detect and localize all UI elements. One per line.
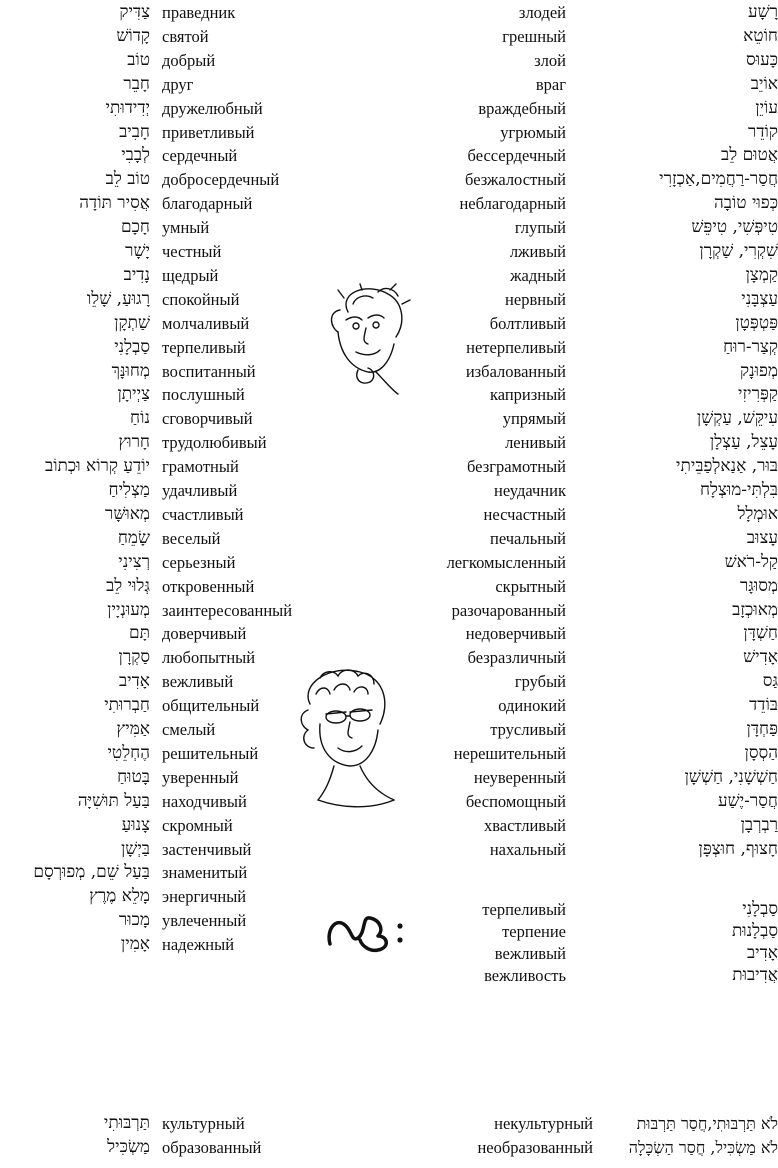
negative-trait-russian: грубый [514,672,566,692]
negative-trait-hebrew: עוֹיֵן [755,97,778,118]
positive-trait-row [0,814,360,837]
positive-trait-hebrew: מְאוּשָּׁר [104,503,150,524]
positive-trait-russian: умный [162,218,210,238]
negative-trait-hebrew: קַפְּרִיזִי [737,384,778,405]
positive-trait-hebrew: בַּעַל תּוּשִׁיָּה [77,790,150,811]
negative-trait-hebrew: בִּלְתִּי-מוּצְלָח [699,480,778,500]
positive-trait-russian: трудолюбивый [162,433,267,453]
positive-trait-hebrew: צָנוּעַ [121,814,150,835]
negative-trait-hebrew: עַצְבָּנִי [741,288,778,309]
nb-item-hebrew: אָדִיב [746,943,778,963]
positive-trait-row [0,216,360,239]
negative-trait-russian: бессердечный [467,146,566,166]
positive-trait-russian: щедрый [162,265,219,285]
negative-trait-hebrew: מְאוּכְזָב [732,599,778,620]
negative-trait-row [300,551,778,574]
positive-trait-russian: уверенный [162,767,239,787]
negative-trait-hebrew: מְסוּגָּר [739,575,778,596]
negative-trait-hebrew: חֲסַר-יֶשַׁע [718,790,778,811]
positive-trait-hebrew: מָכוּר [118,910,150,931]
negative-trait-russian: безразличный [467,648,566,668]
thinking-man-illustration [318,282,418,397]
positive-trait-hebrew: חַבְרוּתִי [104,695,150,716]
bottom-positive-hebrew: תַּרְבּוּתִי [103,1113,150,1133]
negative-trait-russian: несчастный [483,504,566,524]
positive-trait-row [0,240,360,263]
positive-trait-row [0,312,360,335]
negative-trait-hebrew: גַּס [762,671,778,692]
positive-trait-russian: скромный [162,815,233,835]
negative-trait-row [300,479,778,502]
nb-item-row [300,964,778,987]
negative-trait-russian: капризный [489,385,566,405]
positive-trait-hebrew: טוֹב לֵב [105,169,150,190]
negative-trait-hebrew: טִיפְּשִׁי, טִיפֵּשׁ [691,217,778,238]
negative-trait-hebrew: בּוֹדֵד [749,695,778,716]
bottom-negative-hebrew: לֹא תַּרְבּוּתִי,חֲסַר תַּרְבּוּת [636,1114,778,1133]
positive-trait-row [0,336,360,359]
positive-trait-russian: сговорчивый [162,409,253,429]
positive-trait-row [0,551,360,574]
nb-item-russian: вежливость [484,966,566,985]
positive-trait-russian: благодарный [162,194,253,214]
negative-trait-russian: враждебный [478,98,566,118]
negative-trait-hebrew: שִׁקְרִי, שַׁקְרָן [699,241,778,261]
positive-trait-hebrew: מַצְלִיחַ [108,480,150,500]
positive-trait-row [0,861,360,884]
negative-trait-hebrew: פַּחְדָּן [746,719,778,739]
positive-trait-row [0,1,360,24]
negative-trait-row [300,814,778,837]
bottom-positive-hebrew: מַשְׂכִּיל [107,1137,150,1157]
negative-trait-row [300,407,778,430]
negative-trait-hebrew: אוּמְלָל [737,503,778,524]
positive-trait-row [0,121,360,144]
positive-trait-hebrew: רְצִינִי [118,551,150,572]
positive-trait-hebrew: חָבִיב [119,121,150,142]
positive-trait-hebrew: מְחוּנָּךְ [111,360,150,381]
negative-trait-russian: скрытный [495,576,566,596]
positive-trait-row [0,49,360,72]
positive-trait-row [0,503,360,526]
positive-trait-russian: энергичный [162,887,247,907]
positive-trait-row [0,599,360,622]
positive-trait-russian: решительный [162,743,259,763]
positive-trait-hebrew: שַׁתְקָן [114,312,150,333]
negative-trait-russian: враг [535,74,566,94]
negative-trait-row [300,168,778,191]
positive-trait-row [0,73,360,96]
positive-trait-hebrew: אָמִין [120,934,150,955]
positive-trait-hebrew: אַמִּיץ [116,719,150,739]
positive-trait-hebrew: חָכָם [121,217,150,238]
negative-trait-russian: безжалостный [465,170,566,190]
positive-trait-row [0,144,360,167]
negative-trait-russian: злодей [518,3,566,22]
negative-trait-row [300,1,778,24]
negative-trait-russian: упрямый [502,409,566,429]
positive-trait-row [0,838,360,861]
negative-trait-hebrew: עָצֵל, עַצְלָן [709,432,778,453]
positive-trait-hebrew: אָדִיב [118,671,150,692]
bottom-positive-row [0,1136,360,1159]
bottom-negative-row [380,1136,778,1159]
positive-trait-russian: знаменитый [162,863,248,883]
positive-trait-hebrew: הֶחְלֵטִי [107,742,150,763]
negative-trait-hebrew: כָּעוּס [746,49,778,70]
negative-trait-hebrew: חַשְׁדָּן [743,623,778,644]
negative-trait-hebrew: בּוּר, אַנַאלְפַבֵּיתִי [676,456,778,477]
positive-trait-row [0,527,360,550]
positive-trait-hebrew: בַּיְשָׁן [120,838,150,859]
negative-trait-hebrew: אֲטוּם לֵב [721,145,778,166]
negative-trait-row [300,838,778,861]
negative-trait-hebrew: חַשְׁשָׁנִי, חַשְׁשָׁן [684,766,778,787]
positive-trait-hebrew: סַקְרָן [118,647,150,668]
positive-trait-hebrew: קָדוֹשׁ [116,25,150,46]
positive-trait-row [0,383,360,406]
negative-trait-russian: нетерпеливый [466,337,566,357]
negative-trait-russian: недоверчивый [465,624,566,644]
positive-trait-hebrew: יוֹדֵעַ קְרוֹא וּכְתוֹב [45,456,150,477]
positive-trait-russian: удачливый [162,481,238,500]
negative-trait-hebrew: קְצַר-רוּחַ [723,336,778,357]
positive-trait-russian: приветливый [162,122,255,142]
negative-trait-hebrew: רַבְרְבָן [740,814,778,835]
negative-trait-hebrew: קַמְצָן [745,264,778,285]
positive-trait-row [0,455,360,478]
positive-trait-row [0,264,360,287]
bottom-negative-row [380,1112,778,1135]
positive-trait-russian: любопытный [162,648,256,668]
negative-trait-row [300,599,778,622]
negative-trait-russian: нахальный [489,839,566,859]
positive-trait-russian: вежливый [162,672,234,692]
negative-trait-russian: злой [534,50,566,70]
negative-trait-row [300,431,778,454]
nb-item-russian: вежливый [494,944,566,963]
negative-trait-row [300,575,778,598]
negative-trait-russian: печальный [489,528,566,548]
positive-trait-row [0,575,360,598]
negative-trait-russian: угрюмый [500,122,566,142]
positive-trait-hebrew: יָשָׁר [125,241,150,261]
positive-trait-hebrew: בַּעַל שֵׁם, מְפוּרְסָם [33,862,150,883]
negative-trait-russian: разочарованный [451,600,566,620]
bottom-negative-hebrew: לֹא מַשְׂכִּיל, חֲסַר הַשְׂכָּלָה [628,1138,778,1157]
positive-trait-row [0,431,360,454]
negative-trait-row [300,527,778,550]
nb-item-hebrew: אֲדִיבוּת [732,965,778,985]
positive-trait-russian: увлеченный [162,911,247,931]
negative-trait-russian: беспомощный [465,791,566,811]
positive-trait-russian: спокойный [162,289,240,309]
positive-trait-russian: добрый [162,50,216,70]
negative-trait-russian: неуверенный [473,767,566,787]
positive-trait-row [0,168,360,191]
negative-trait-russian: глупый [514,218,566,238]
positive-trait-row [0,360,360,383]
positive-trait-russian: святой [162,26,209,46]
negative-trait-hebrew: חוֹטֵא [743,25,778,46]
positive-trait-russian: терпеливый [162,337,246,357]
negative-trait-row [300,192,778,215]
positive-trait-russian: сердечный [162,146,238,166]
positive-trait-russian: серьезный [162,552,236,572]
negative-trait-hebrew: פַּטְפְּטָן [735,312,778,333]
positive-trait-russian: веселый [162,528,221,548]
positive-trait-row [0,407,360,430]
curly-haired-woman-illustration [290,664,400,814]
positive-trait-row [0,97,360,120]
positive-trait-russian: застенчивый [162,839,252,859]
negative-trait-hebrew: חֲסַר-רַחֲמִים,אַכְזָרִי [659,169,778,190]
bottom-negative-russian: необразованный [477,1138,593,1157]
positive-trait-hebrew: סַבְלָנִי [114,336,150,357]
negative-trait-hebrew: קוֹדֵר [748,121,778,142]
negative-trait-russian: нервный [505,289,566,309]
negative-trait-hebrew: קַל-רֹאשׁ [724,551,778,572]
positive-trait-russian: друг [162,74,194,94]
positive-trait-row [0,25,360,48]
negative-trait-hebrew: אָדִישׁ [743,647,778,668]
positive-trait-hebrew: לְבָבִי [121,145,150,166]
negative-trait-hebrew: הַסְסָן [744,742,778,763]
negative-trait-row [300,503,778,526]
negative-trait-russian: неблагодарный [459,194,566,214]
positive-trait-row [0,479,360,502]
negative-trait-russian: жадный [510,265,566,285]
positive-trait-hebrew: חָבֵר [123,73,150,94]
positive-trait-russian: общительный [162,696,260,716]
negative-trait-russian: легкомысленный [446,552,566,572]
positive-trait-russian: откровенный [162,576,255,596]
positive-trait-russian: послушный [162,385,245,405]
positive-trait-hebrew: שָׂמֵחַ [117,527,150,548]
bottom-positive-russian: культурный [162,1114,245,1133]
positive-trait-hebrew: נוֹחַ [130,408,150,429]
positive-trait-russian: праведник [162,3,236,22]
positive-trait-russian: надежный [162,935,235,955]
positive-trait-hebrew: נָדִיב [123,264,150,285]
negative-trait-row [300,49,778,72]
positive-trait-hebrew: טוֹב [127,49,150,70]
nb-item-row [300,920,778,943]
negative-trait-russian: лживый [509,242,566,261]
positive-trait-hebrew: יְדִידוּתִי [105,97,150,118]
negative-trait-row [300,73,778,96]
negative-trait-hebrew: כְּפוּי טוֹבָה [713,193,778,214]
negative-trait-row [300,622,778,645]
negative-trait-russian: неудачник [494,481,566,500]
negative-trait-russian: избалованный [465,361,566,381]
positive-trait-russian: молчаливый [162,313,250,333]
negative-trait-hebrew: מְפוּנָק [740,360,778,381]
negative-trait-russian: трусливый [490,720,566,739]
negative-trait-row [300,97,778,120]
positive-trait-russian: находчивый [162,791,247,811]
positive-trait-russian: дружелюбный [162,98,263,118]
positive-trait-hebrew: אֲסִיר תּוֹדָה [79,193,150,214]
negative-trait-hebrew: רָשָׁע [747,2,778,22]
negative-trait-russian: безграмотный [467,457,566,477]
positive-trait-russian: добросердечный [162,170,280,190]
positive-trait-hebrew: תָּם [129,623,150,644]
negative-trait-row [300,25,778,48]
positive-trait-row [0,192,360,215]
positive-trait-row [0,622,360,645]
nb-item-row [300,898,778,921]
negative-trait-row [300,216,778,239]
negative-trait-row [300,240,778,263]
positive-trait-russian: честный [162,242,222,261]
negative-trait-hebrew: אוֹיֵב [750,73,778,94]
positive-trait-russian: грамотный [162,457,239,477]
negative-trait-russian: грешный [502,26,566,46]
positive-trait-russian: счастливый [162,504,244,524]
positive-trait-hebrew: חָרוּץ [118,432,150,453]
positive-trait-hebrew: צַדִּיק [119,2,150,22]
negative-trait-hebrew: עָצוּב [746,527,778,548]
negative-trait-russian: нерешительный [453,743,566,763]
negative-trait-russian: ленивый [505,433,566,453]
nb-item-russian: терпение [502,922,566,941]
nb-item-hebrew: סַבְלָנִי [742,899,778,919]
positive-trait-russian: смелый [162,720,216,739]
positive-trait-hebrew: בָּטוּחַ [117,766,150,787]
negative-trait-row [300,455,778,478]
bottom-negative-russian: некультурный [494,1114,593,1133]
negative-trait-russian: хвастливый [483,815,566,835]
positive-trait-russian: воспитанный [162,361,256,381]
positive-trait-hebrew: גְּלוּי לֵב [106,575,150,596]
bottom-positive-russian: образованный [162,1138,262,1157]
nb-item-russian: терпеливый [482,900,566,919]
negative-trait-russian: болтливый [489,313,566,333]
nb-item-row [300,942,778,965]
nb-item-hebrew: סַבְלָנוּת [731,921,778,941]
negative-trait-row [300,144,778,167]
negative-trait-hebrew: עִיקֵּשׁ, עַקְשָׁן [696,408,778,429]
bottom-positive-row [0,1112,360,1135]
negative-trait-row [300,121,778,144]
positive-trait-hebrew: מְעוּנְיָין [107,599,150,620]
positive-trait-hebrew: רָגוּעַ, שָׁלֵו [86,288,150,309]
negative-trait-russian: одинокий [498,696,566,716]
negative-trait-hebrew: חָצוּף, חוּצְפָּן [698,838,778,859]
positive-trait-hebrew: מָלֵא מֶרֶץ [89,886,150,907]
positive-trait-hebrew: צַיְיתָן [117,384,150,405]
positive-trait-russian: доверчивый [162,624,247,644]
positive-trait-row [0,288,360,311]
positive-trait-russian: заинтересованный [162,600,293,620]
